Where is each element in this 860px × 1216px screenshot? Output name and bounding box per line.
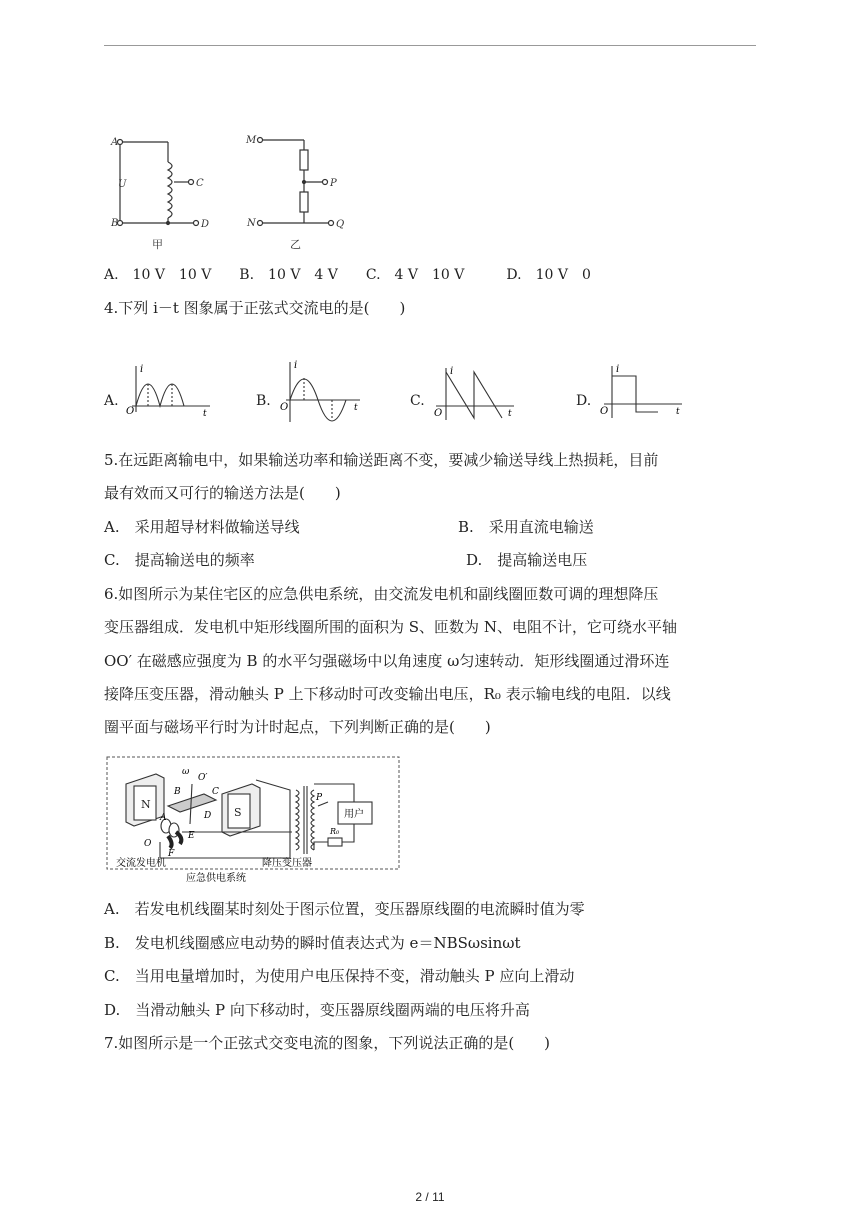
svg-text:A: A	[160, 813, 167, 823]
svg-text:R₀: R₀	[330, 827, 340, 836]
svg-text:O′: O′	[198, 773, 208, 783]
svg-text:E: E	[188, 831, 195, 841]
svg-text:D: D	[204, 811, 212, 821]
terminal-n: N	[247, 218, 256, 229]
svg-text:应急供电系统: 应急供电系统	[186, 873, 246, 884]
terminal-b: B	[111, 218, 119, 229]
svg-text:i: i	[140, 364, 144, 375]
terminal-d: D	[201, 219, 210, 230]
q6-stem-line2: 变压器组成．发电机中矩形线圈所围的面积为 S、匝数为 N、电阻不计，它可绕水平轴	[104, 618, 677, 636]
caption-yi: 乙	[290, 238, 301, 251]
svg-text:F: F	[168, 849, 175, 859]
q3-options: A. 10 V 10 V B. 10 V 4 V C. 4 V 10 V D. 10 V 0	[104, 267, 591, 283]
q4-graph-a	[120, 362, 215, 417]
terminal-p: P	[330, 178, 337, 189]
svg-text:C: C	[212, 787, 219, 797]
svg-text:O: O	[126, 406, 135, 417]
svg-text:O: O	[600, 406, 609, 417]
svg-text:交流发电机: 交流发电机	[116, 858, 166, 869]
q4-graph-a-label: A.	[104, 393, 119, 409]
caption-jia: 甲	[152, 238, 163, 251]
circuit-jia	[118, 140, 199, 226]
q6-generator-figure	[104, 754, 404, 884]
svg-text:t: t	[676, 407, 680, 417]
svg-text:N: N	[141, 798, 151, 811]
svg-text:t: t	[508, 409, 512, 419]
svg-text:O: O	[144, 839, 152, 849]
q6-option-c: C. 当用电量增加时，为使用户电压保持不变，滑动触头 P 应向上滑动	[104, 967, 575, 985]
svg-text:P: P	[316, 793, 323, 803]
header-rule	[104, 45, 756, 46]
q6-option-a: A. 若发电机线圈某时刻处于图示位置，变压器原线圈的电流瞬时值为零	[104, 900, 585, 918]
svg-text:S: S	[234, 806, 242, 819]
q5-option-a: A. 采用超导材料做输送导线	[104, 518, 300, 536]
svg-text:i: i	[616, 364, 620, 375]
terminal-a: A	[111, 137, 119, 148]
q6-stem-line1: 6.如图所示为某住宅区的应急供电系统，由交流发电机和副线圈匝数可调的理想降压	[104, 585, 659, 603]
q6-stem-line5: 圈平面与磁场平行时为计时起点，下列判断正确的是( )	[104, 718, 491, 736]
svg-text:O: O	[434, 408, 443, 419]
terminal-u: U	[118, 179, 127, 190]
q4-graph-b-label: B.	[256, 393, 271, 409]
svg-text:i: i	[294, 360, 298, 371]
q7-stem: 7.如图所示是一个正弦式交变电流的图象，下列说法正确的是( )	[104, 1034, 551, 1052]
terminal-q: Q	[336, 219, 345, 230]
svg-text:O: O	[280, 402, 289, 413]
svg-text:i: i	[450, 366, 454, 377]
svg-text:t: t	[354, 403, 358, 413]
svg-text:B: B	[174, 787, 181, 797]
circuit-yi	[258, 138, 334, 226]
svg-text:t: t	[203, 409, 207, 417]
q5-stem-line2: 最有效而又可行的输送方法是( )	[104, 484, 341, 502]
svg-text:用户: 用户	[344, 809, 364, 820]
q4-graph-d-label: D.	[576, 393, 592, 409]
terminal-c: C	[196, 178, 204, 189]
q6-stem-line3: OO′ 在磁感应强度为 B 的水平匀强磁场中以角速度 ω匀速转动．矩形线圈通过滑环连	[104, 652, 670, 670]
q6-stem-line4: 接降压变压器，滑动触头 P 上下移动时可改变输出电压，R₀ 表示输电线的电阻．以线	[104, 685, 671, 703]
svg-text:降压变压器: 降压变压器	[262, 858, 312, 869]
q4-graph-c	[428, 364, 520, 422]
q5-option-c: C. 提高输送电的频率	[104, 551, 255, 569]
q5-stem-line1: 5.在远距离输电中，如果输送功率和输送距离不变，要减少输送导线上热损耗，目前	[104, 451, 659, 469]
q5-option-d: D. 提高输送电压	[466, 551, 588, 569]
q3-circuit-figure	[108, 128, 348, 253]
q4-graph-c-label: C.	[410, 393, 425, 409]
svg-text:ω: ω	[182, 767, 190, 777]
q4-graph-b	[274, 358, 366, 424]
page-number: 2 / 11	[415, 1190, 445, 1204]
q6-option-b: B. 发电机线圈感应电动势的瞬时值表达式为 e＝NBSωsinωt	[104, 934, 521, 952]
terminal-m: M	[246, 135, 257, 146]
q4-stem: 4.下列 i－t 图象属于正弦式交流电的是( )	[104, 299, 406, 317]
q5-option-b: B. 采用直流电输送	[458, 518, 594, 536]
q6-option-d: D. 当滑动触头 P 向下移动时，变压器原线圈两端的电压将升高	[104, 1001, 530, 1019]
q4-graph-d	[596, 362, 688, 420]
